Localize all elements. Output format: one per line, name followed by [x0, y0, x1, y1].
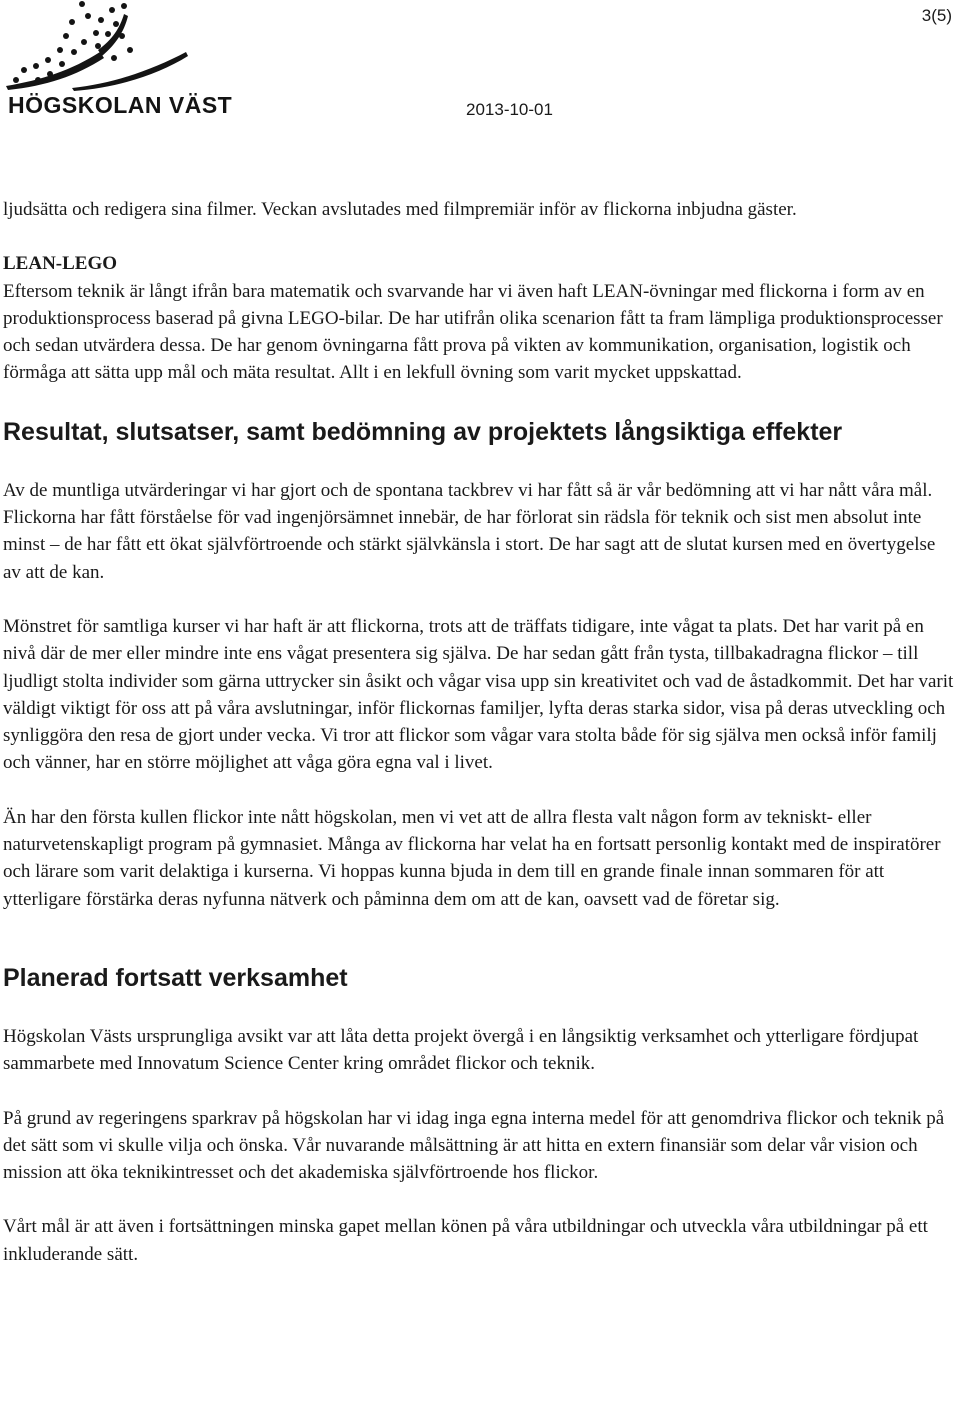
hogskolan-vast-logo — [2, 0, 234, 122]
lean-lego-heading: LEAN-LEGO — [3, 253, 118, 275]
planned-heading: Planerad fortsatt verksamhet — [3, 963, 348, 992]
lean-lego-paragraph: Eftersom teknik är långt ifrån bara matematik och svarvande har vi även haft LEAN-övningar med flickorna i form av en produktionsprocess baserad på givna LEGO-bilar. De har utifrån olika scenarion fått ta fram lämpliga produktionsprocesser och sedan utvärdera dessa. De har genom övningarna fått prova på vikten av kommunikation, organisation, logistik och förmåga att sätta upp mål och mäta resultat. Allt i en lekfull övning som varit mycket uppskattad. — [3, 280, 943, 384]
planned-paragraph-3: Vårt mål är att även i fortsättningen minska gapet mellan könen på våra utbildningar och utveckla våra utbildningar på ett inkluderande sätt. — [3, 1216, 928, 1265]
document-date: 2013-10-01 — [466, 100, 553, 119]
logo-figure-icon — [2, 0, 234, 92]
logo-wordmark: HÖGSKOLAN VÄST — [8, 92, 233, 118]
results-heading: Resultat, slutsatser, samt bedömning av projektets långsiktiga effekter — [3, 417, 843, 446]
results-paragraph-2: Mönstret för samtliga kurser vi har haft är att flickorna, trots att de träffats tidigare, inte vågat ta plats. Det har varit på en nivå där de mer eller mindre inte ens vågat presentera sig själva. De har sedan gått från tysta, tillbakadragna flickor – till ljudligt stolta individer som gärna uttrycker sin åsikt och vågar visa upp sin kreativitet och vad de åstadkommit. Det har varit väldigt viktigt för oss att på våra avslutningar, inför flickornas familjer, lyfta deras starka sidor, visa på deras utveckling och synliggöra den resa de gjort under vecka. Vi tror att flickor som vågar vara stolta både för sig själva men också inför familj och vänner, har en större möjlighet att våga göra egna val i livet. — [3, 615, 954, 774]
intro-paragraph: ljudsätta och redigera sina filmer. Veckan avslutades med filmpremiär inför av flickorna inbjudna gäster. — [3, 199, 797, 220]
planned-paragraph-2: På grund av regeringens sparkrav på högskolan har vi idag inga egna interna medel för att genomdriva flickor och teknik på det sätt som vi skulle vilja och önska. Vår nuvarande målsättning är att hitta en extern finansiär som delar vår vision och mission att öka teknikintresset och det akademiska självförtroende hos flickor. — [3, 1107, 945, 1184]
planned-paragraph-1: Högskolan Västs ursprungliga avsikt var att låta detta projekt övergå i en långsiktig verksamhet och ytterligare fördjupat sammarbete med Innovatum Science Center kring området flickor och teknik. — [3, 1025, 919, 1075]
page-number: 3(5) — [921, 6, 952, 25]
document-body — [3, 196, 955, 1268]
results-paragraph-3: Än har den första kullen flickor inte nått högskolan, men vi vet att de allra flesta valt någon form av tekniskt- eller naturvetenskapligt program på gymnasiet. Många av flickorna har velat ha en fortsatt personlig kontakt med de inspiratörer och lärare som varit delaktiga i kurserna. Vi hoppas kunna bjuda in dem till en grande finale innan sommaren för att ytterligare förstärka deras nyfunna nätverk och påminna dem om att de kan, oavsett vad de företar sig. — [3, 806, 941, 910]
results-paragraph-1: Av de muntliga utvärderingar vi har gjort och de spontana tackbrev vi har fått så är vår bedömning att vi har nått våra mål. Flickorna har fått förståelse för vad ingenjörsämnet innebär, de har förlorat sin rädsla för teknik och sist men absolut inte minst – de har fått ett ökat självförtroende och stärkt självkänsla i stort. De har sagt att de slutat kursen med en övertygelse av att de kan. — [3, 479, 936, 583]
